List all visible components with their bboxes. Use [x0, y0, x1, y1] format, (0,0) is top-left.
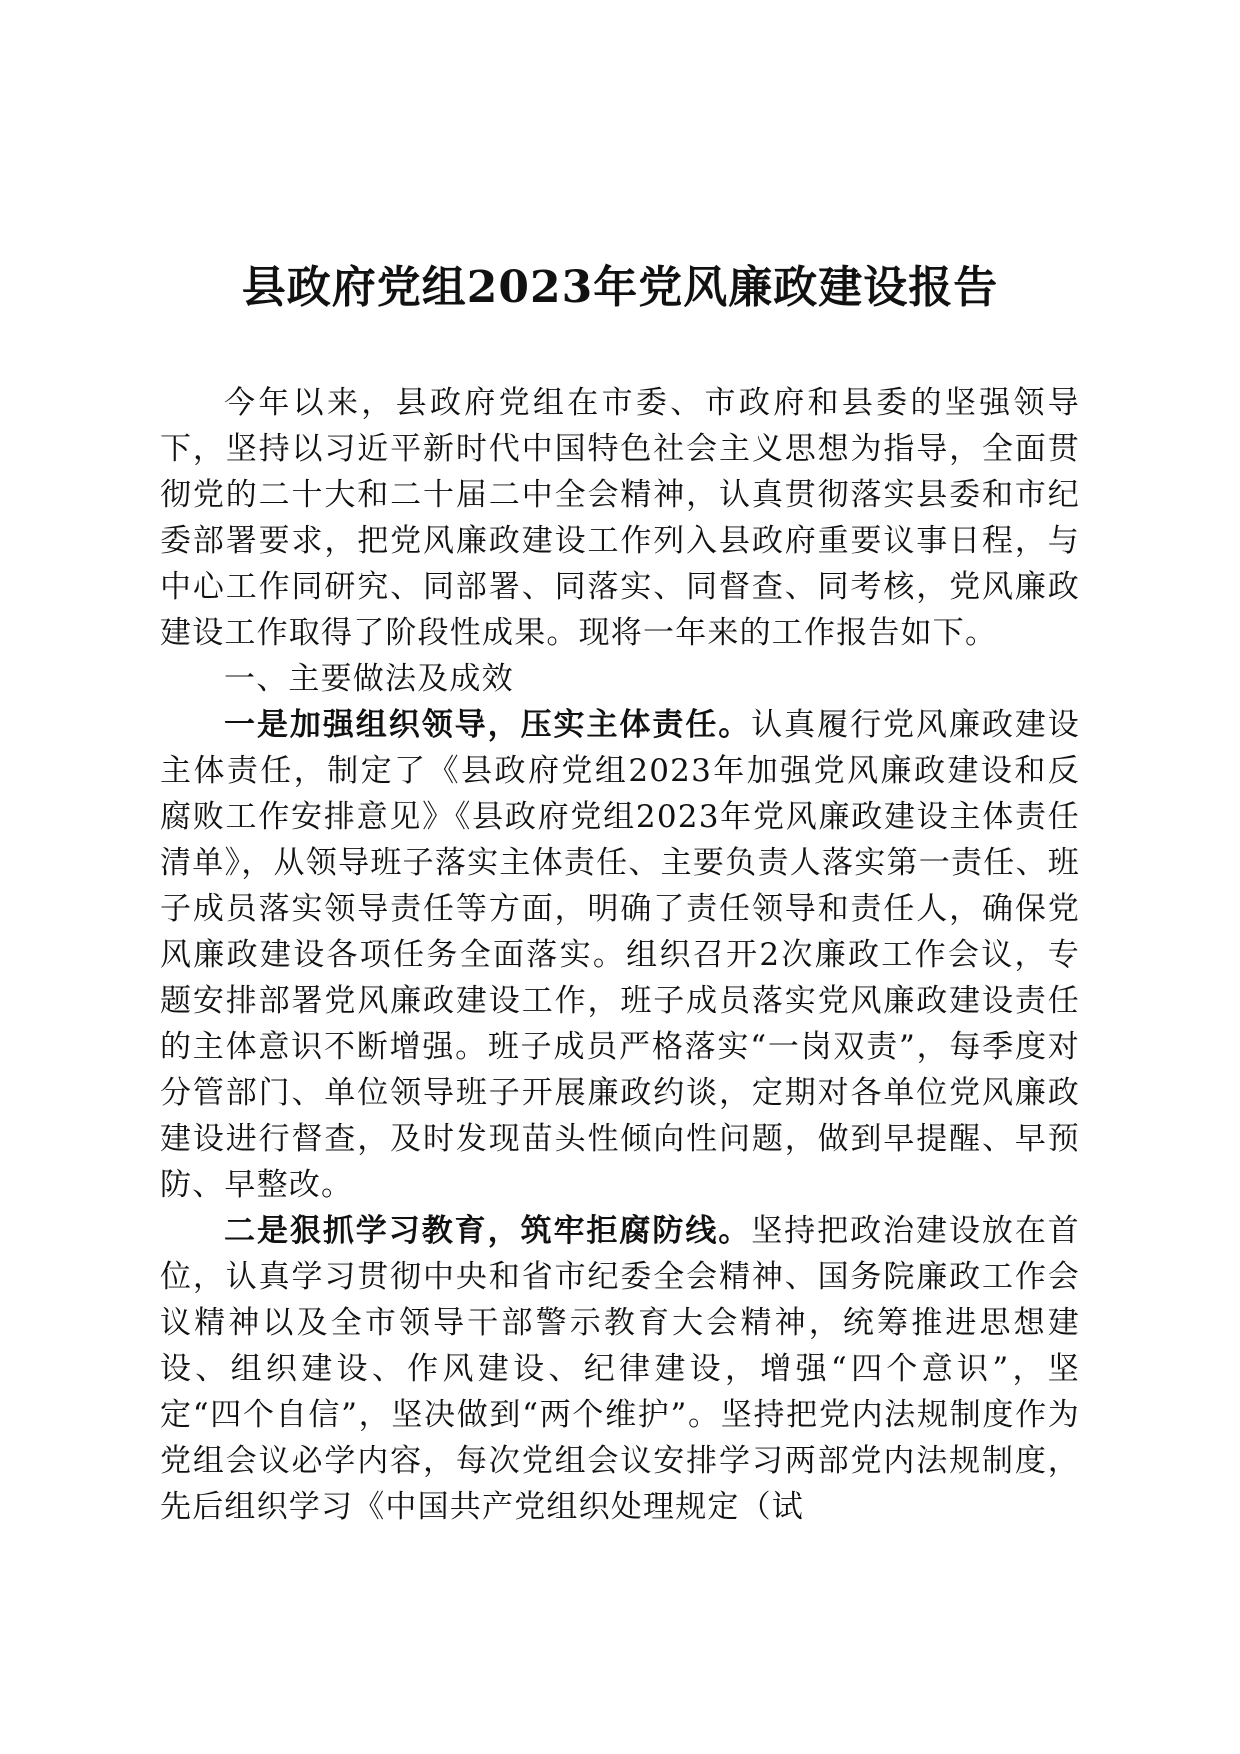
- item-text-1: 认真履行党风廉政建设主体责任，制定了《县政府党组2023年加强党风廉政建设和反腐败工作安排意见》《县政府党组2023年党风廉政建设主体责任清单》，从领导班子落实主体责任、主要负责人落实第一责任、班子成员落实领导责任等方面，明确了责任领导和责任人，确保党风廉政建设各项任务全面落实。组织召开2次廉政工作会议，专题安排部署党风廉政建设工作，班子成员落实党风廉政建设责任的主体意识不断增强。班子成员严格落实“一岗双责”，每季度对分管部门、单位领导班子开展廉政约谈，定期对各单位党风廉政建设进行督查，及时发现苗头性倾向性问题，做到早提醒、早预防、早整改。: [160, 707, 1081, 1203]
- item-paragraph-1: [160, 702, 1080, 1208]
- section-heading: 一、主要做法及成效: [224, 661, 514, 697]
- item-text-2: 坚持把政治建设放在首位，认真学习贯彻中央和省市纪委全会精神、国务院廉政工作会议精神以及全市领导干部警示教育大会精神，统筹推进思想建设、组织建设、作风建设、纪律建设，增强“四个意识”，坚定“四个自信”，坚决做到“两个维护”。坚持把党内法规制度作为党组会议必学内容，每次党组会议安排学习两部党内法规制度，先后组织学习《中国共产党组织处理规定（试: [160, 1213, 1081, 1525]
- item-lead-2: 二是狠抓学习教育，筑牢拒腐防线。: [224, 1213, 752, 1249]
- document-body: [160, 380, 1080, 1530]
- item-paragraph-2: [160, 1208, 1080, 1530]
- document-title: 县政府党组2023年党风廉政建设报告: [241, 262, 999, 313]
- item-lead-1: 一是加强组织领导，压实主体责任。: [224, 707, 752, 743]
- intro-paragraph: 今年以来，县政府党组在市委、市政府和县委的坚强领导下，坚持以习近平新时代中国特色社会主义思想为指导，全面贯彻党的二十大和二十届二中全会精神，认真贯彻落实县委和市纪委部署要求，把党风廉政建设工作列入县政府重要议事日程，与中心工作同研究、同部署、同落实、同督查、同考核，党风廉政建设工作取得了阶段性成果。现将一年来的工作报告如下。: [160, 385, 1080, 651]
